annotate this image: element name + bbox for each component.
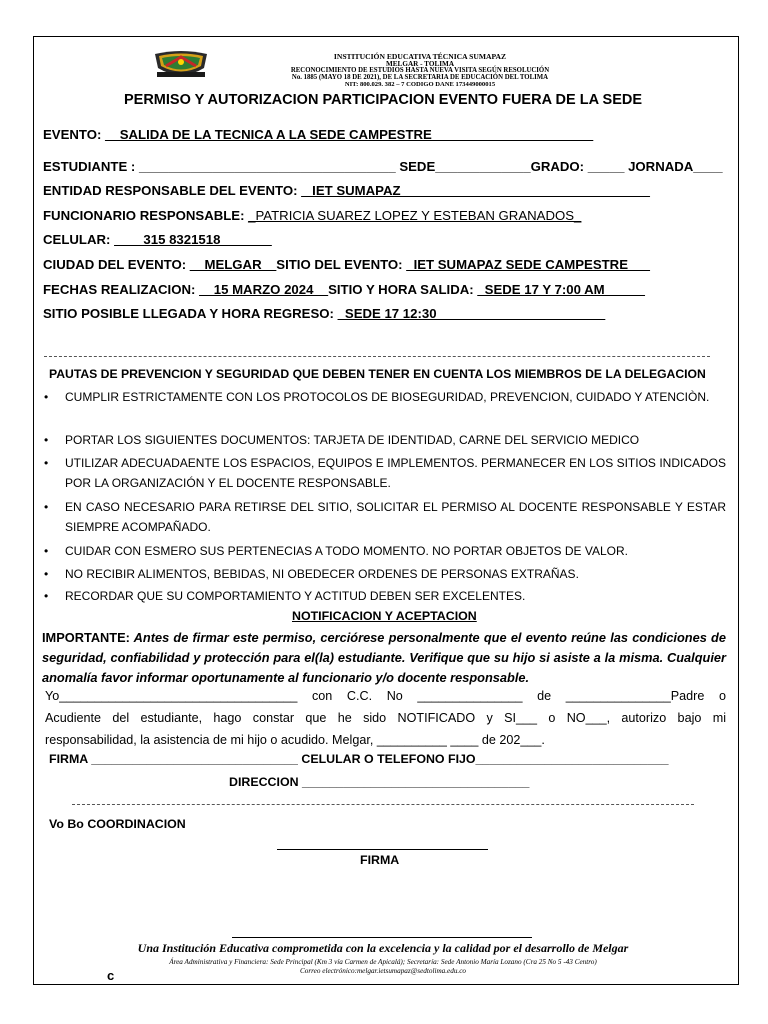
entidad-value: _ IET SUMAPAZ__________________________________ bbox=[301, 183, 650, 198]
celular-label: CELULAR: bbox=[43, 232, 115, 247]
funcionario-label: FUNCIONARIO RESPONSABLE: bbox=[43, 208, 249, 223]
important-label: IMPORTANTE: bbox=[42, 630, 130, 645]
celular-field bbox=[43, 232, 272, 247]
institution-recognition: RECONOCIMIENTO DE ESTUDIOS HASTA NUEVA VISITA SEGÚN RESOLUCIÓN bbox=[290, 67, 550, 74]
yo-line: Yo__________________________________ con C.C. No _______________ de _______________Padre o bbox=[45, 689, 726, 703]
bullet-icon: • bbox=[44, 456, 49, 470]
ciudad-field bbox=[43, 257, 650, 272]
evento-value: __SALIDA DE LA TECNICA A LA SEDE CAMPESTRE______________________ bbox=[105, 127, 594, 142]
fechas-label: FECHAS REALIZACION: bbox=[43, 282, 200, 297]
evento-field bbox=[43, 127, 593, 142]
entidad-field bbox=[43, 183, 650, 198]
fechas-field bbox=[43, 282, 645, 297]
pautas-heading: PAUTAS DE PREVENCION Y SEGURIDAD QUE DEBEN TENER EN CUENTA LOS MIEMBROS DE LA DELEGACION bbox=[49, 367, 706, 381]
important-text: Antes de firmar este permiso, cerciórese personalmente que el evento reúne las condiciones de seguridad, confiabilidad y protección para el(la) estudiante. Verifique que su hijo si asiste a la misma. Cualquier anomalía favor informar oportunamente al funcionario y/o docente responsable. bbox=[42, 630, 726, 685]
sitio-value: _IET SUMAPAZ SEDE CAMPESTRE___ bbox=[406, 257, 651, 272]
pauta-text: EN CASO NECESARIO PARA RETIRSE DEL SITIO, SOLICITAR EL PERMISO AL DOCENTE RESPONSABLE Y ESTAR SIEMPRE ACOMPAÑADO. bbox=[65, 500, 726, 534]
pauta-text: NO RECIBIR ALIMENTOS, BEBIDAS, NI OBEDECER ORDENES DE PERSONAS EXTRAÑAS. bbox=[65, 567, 579, 581]
evento-label: EVENTO: bbox=[43, 127, 106, 142]
salida-label: SITIO Y HORA SALIDA: bbox=[328, 282, 478, 297]
llegada-value: _SEDE 17 12:30_______________________ bbox=[337, 306, 606, 321]
pauta-text: RECORDAR QUE SU COMPORTAMIENTO Y ACTITUD DEBEN SER EXCELENTES. bbox=[65, 589, 526, 603]
pauta-text: UTILIZAR ADECUADAENTE LOS ESPACIOS, EQUIPOS E IMPLEMENTOS. PERMANECER EN LOS SITIOS INDICADOS POR LA ORGANIZACIÓN Y EL DOCENTE RESPONSABLE. bbox=[65, 456, 726, 490]
firma-celular-line: FIRMA ______________________________ CELULAR O TELEFONO FIJO____________________________ bbox=[49, 752, 669, 766]
section-divider bbox=[44, 356, 710, 357]
responsabilidad-line: responsabilidad, la asistencia de mi hijo o acudido. Melgar, __________ ____ de 202___. bbox=[45, 733, 545, 747]
footer-email: Correo electrónico:melgar.ietsumapaz@sedtolima.edu.co bbox=[299, 967, 467, 975]
bullet-icon: • bbox=[44, 390, 49, 404]
pauta-text: CUIDAR CON ESMERO SUS PERTENECIAS A TODO MOMENTO. NO PORTAR OBJETOS DE VALOR. bbox=[65, 544, 628, 558]
funcionario-field bbox=[43, 208, 581, 223]
pauta-item bbox=[44, 497, 726, 537]
pauta-item bbox=[44, 564, 726, 584]
institution-resolution: No. 1885 (MAYO 18 DE 2021), DE LA SECRETARIA DE EDUCACIÓN DEL TOLIMA bbox=[291, 74, 549, 81]
celular-value: ____315 8321518_______ bbox=[114, 232, 272, 247]
institution-nit: NIT: 800.029. 382 – 7 CODIGO DANE 173449000015 bbox=[344, 81, 496, 88]
ciudad-value: __MELGAR__ bbox=[189, 257, 277, 272]
estudiante-field: ESTUDIANTE : ___________________________________ SEDE_____________GRADO: _____ JORNADA____ bbox=[43, 159, 723, 174]
bullet-icon: • bbox=[44, 433, 49, 447]
pauta-item bbox=[44, 453, 726, 493]
pauta-item bbox=[44, 586, 726, 606]
coordinacion-firma: FIRMA bbox=[360, 853, 400, 867]
document-title: PERMISO Y AUTORIZACION PARTICIPACION EVENTO FUERA DE LA SEDE bbox=[123, 92, 643, 108]
bullet-icon: • bbox=[44, 589, 49, 603]
ciudad-label: CIUDAD DEL EVENTO: bbox=[43, 257, 190, 272]
bullet-icon: • bbox=[44, 567, 49, 581]
corner-mark: c bbox=[107, 968, 115, 983]
pauta-text: CUMPLIR ESTRICTAMENTE CON LOS PROTOCOLOS DE BIOSEGURIDAD, PREVENCION, CUIDADO Y ATENCIÒN. bbox=[65, 390, 710, 404]
llegada-label: SITIO POSIBLE LLEGADA Y HORA REGRESO: bbox=[43, 306, 338, 321]
important-notice bbox=[42, 628, 726, 688]
vobo-coordinacion: Vo Bo COORDINACION bbox=[49, 817, 186, 831]
institution-name: INSTITUCIÓN EDUCATIVA TÉCNICA SUMAPAZ bbox=[333, 52, 507, 61]
footer-rule bbox=[232, 937, 532, 938]
salida-value: _SEDE 17 Y 7:00 AM _____ bbox=[477, 282, 645, 297]
acudiente-line: Acudiente del estudiante, hago constar que he sido NOTIFICADO y SI___ o NO___, autorizo bajo mi bbox=[45, 711, 726, 725]
fechas-value: __15 MARZO 2024__ bbox=[199, 282, 329, 297]
pauta-text: PORTAR LOS SIGUIENTES DOCUMENTOS: TARJETA DE IDENTIDAD, CARNE DEL SERVICIO MEDICO bbox=[65, 433, 640, 447]
pauta-item bbox=[44, 430, 726, 450]
footer-address-line: Área Administrativa y Financiera: Sede Principal (Km 3 vía Carmen de Apicalá); Secretaría: Sede Antonio María Lozano (Cra 25 No 5 -43 Centro) bbox=[169, 958, 597, 966]
notificacion-heading: NOTIFICACION Y ACEPTACION bbox=[292, 609, 477, 623]
llegada-field bbox=[43, 306, 605, 321]
signature-line bbox=[277, 849, 488, 850]
institution-location: MELGAR - TOLIMA bbox=[385, 60, 455, 68]
bullet-icon: • bbox=[44, 544, 49, 558]
section-divider bbox=[72, 804, 694, 805]
sitio-label: SITIO DEL EVENTO: bbox=[276, 257, 407, 272]
footer-slogan: Una Institución Educativa comprometida con la excelencia y la calidad por el desarrollo de Melgar bbox=[137, 941, 629, 955]
pauta-item bbox=[44, 387, 726, 407]
direccion-line: DIRECCION _________________________________ bbox=[229, 775, 530, 789]
footer-address bbox=[40, 958, 726, 976]
bullet-icon: • bbox=[44, 500, 49, 514]
funcionario-value: _PATRICIA SUAREZ LOPEZ Y ESTEBAN GRANADOS_ bbox=[248, 208, 582, 223]
pauta-item bbox=[44, 541, 726, 561]
entidad-label: ENTIDAD RESPONSABLE DEL EVENTO: bbox=[43, 183, 302, 198]
